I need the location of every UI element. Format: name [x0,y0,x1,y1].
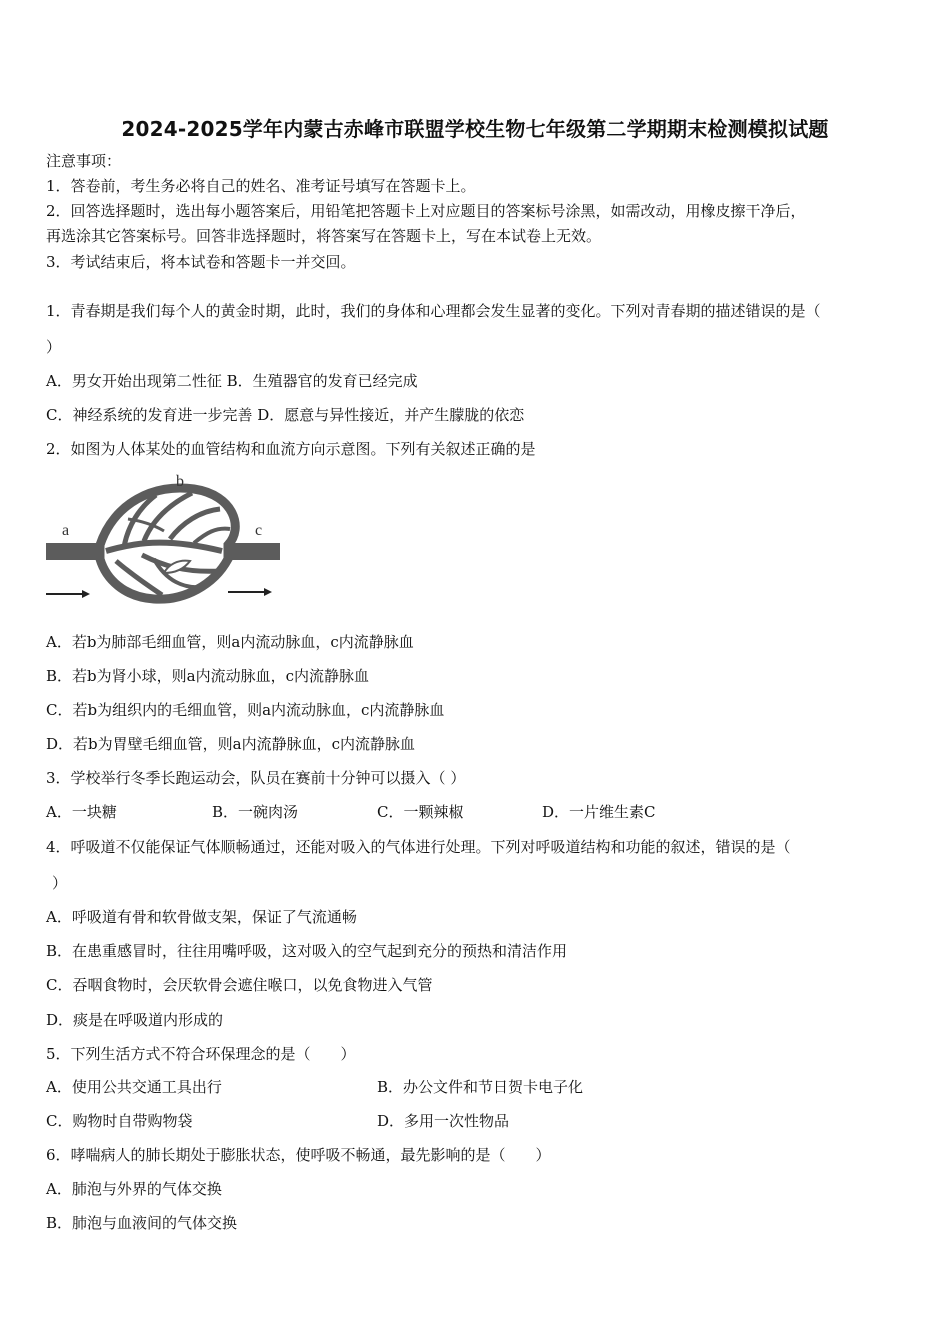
question-1-options-row-1: A．男女开始出现第二性征 B．生殖器官的发育已经完成 [46,372,418,390]
question-3-option-a: A．一块糖 [46,803,117,821]
blood-vessel-diagram-svg [44,473,282,615]
question-5-stem: 5．下列生活方式不符合环保理念的是（ ） [46,1045,356,1063]
notice-item: 3．考试结束后，将本试卷和答题卡一并交回。 [46,253,356,271]
vessel-a [46,543,104,560]
question-6-stem: 6．哮喘病人的肺长期处于膨胀状态，使呼吸不畅通，最先影响的是（ ） [46,1146,551,1164]
question-1-stem: 1．青春期是我们每个人的黄金时期，此时，我们的身体和心理都会发生显著的变化。下列对青春期的描述错误的是（ [46,302,821,320]
question-3-option-d: D．一片维生素C [542,803,656,821]
question-2-option-c: C．若b为组织内的毛细血管，则a内流动脉血，c内流静脉血 [46,701,445,719]
question-5-option-b: B．办公文件和节日贺卡电子化 [377,1078,584,1096]
question-4-option-b: B．在患重感冒时，往往用嘴呼吸，这对吸入的空气起到充分的预热和清洁作用 [46,942,568,960]
question-2-option-b: B．若b为肾小球，则a内流动脉血，c内流静脉血 [46,667,369,685]
page-title: 2024-2025学年内蒙古赤峰市联盟学校生物七年级第二学期期末检测模拟试题 [121,117,829,141]
label-a: a [62,522,70,539]
question-2-option-a: A．若b为肺部毛细血管，则a内流动脉血，c内流静脉血 [46,633,414,651]
question-4-stem: 4．呼吸道不仅能保证气体顺畅通过，还能对吸入的气体进行处理。下列对呼吸道结构和功能的叙述，错误的是（ [46,838,791,856]
question-5-option-a: A．使用公共交通工具出行 [46,1078,222,1096]
notice-heading: 注意事项： [46,152,122,170]
question-4-option-a: A．呼吸道有骨和软骨做支架，保证了气流通畅 [46,908,357,926]
question-5-option-d: D．多用一次性物品 [377,1112,510,1130]
question-2-stem: 2．如图为人体某处的血管结构和血流方向示意图。下列有关叙述正确的是 [46,440,536,458]
flow-arrow-right-icon [264,588,272,596]
question-4-option-d: D．痰是在呼吸道内形成的 [46,1011,224,1029]
question-1-stem-cont: ） [46,338,62,356]
question-6-option-a: A．肺泡与外界的气体交换 [46,1180,222,1198]
question-4-stem-cont: ） [52,874,68,892]
blood-vessel-diagram [44,473,282,615]
question-2-option-d: D．若b为胃壁毛细血管，则a内流静脉血，c内流静脉血 [46,735,415,753]
notice-item: 2．回答选择题时，选出每小题答案后，用铅笔把答题卡上对应题目的答案标号涂黑，如需改动，用橡皮擦干净后， [46,202,806,220]
notice-item: 1．答卷前，考生务必将自己的姓名、准考证号填写在答题卡上。 [46,177,476,195]
flow-arrow-left-icon [82,590,90,598]
question-4-option-c: C．吞咽食物时，会厌软骨会遮住喉口，以免食物进入气管 [46,976,433,994]
notice-item: 再选涂其它答案标号。回答非选择题时，将答案写在答题卡上，写在本试卷上无效。 [46,227,602,245]
question-6-option-b: B．肺泡与血液间的气体交换 [46,1214,238,1232]
question-3-stem: 3．学校举行冬季长跑运动会，队员在赛前十分钟可以摄入（ ） [46,769,466,787]
question-3-option-c: C．一颗辣椒 [377,803,464,821]
question-5-option-c: C．购物时自带购物袋 [46,1112,193,1130]
question-1-options-row-2: C．神经系统的发育进一步完善 D．愿意与异性接近，并产生朦胧的依恋 [46,406,525,424]
label-c: c [255,522,263,539]
question-3-option-b: B．一碗肉汤 [212,803,299,821]
label-b: b [176,473,184,490]
